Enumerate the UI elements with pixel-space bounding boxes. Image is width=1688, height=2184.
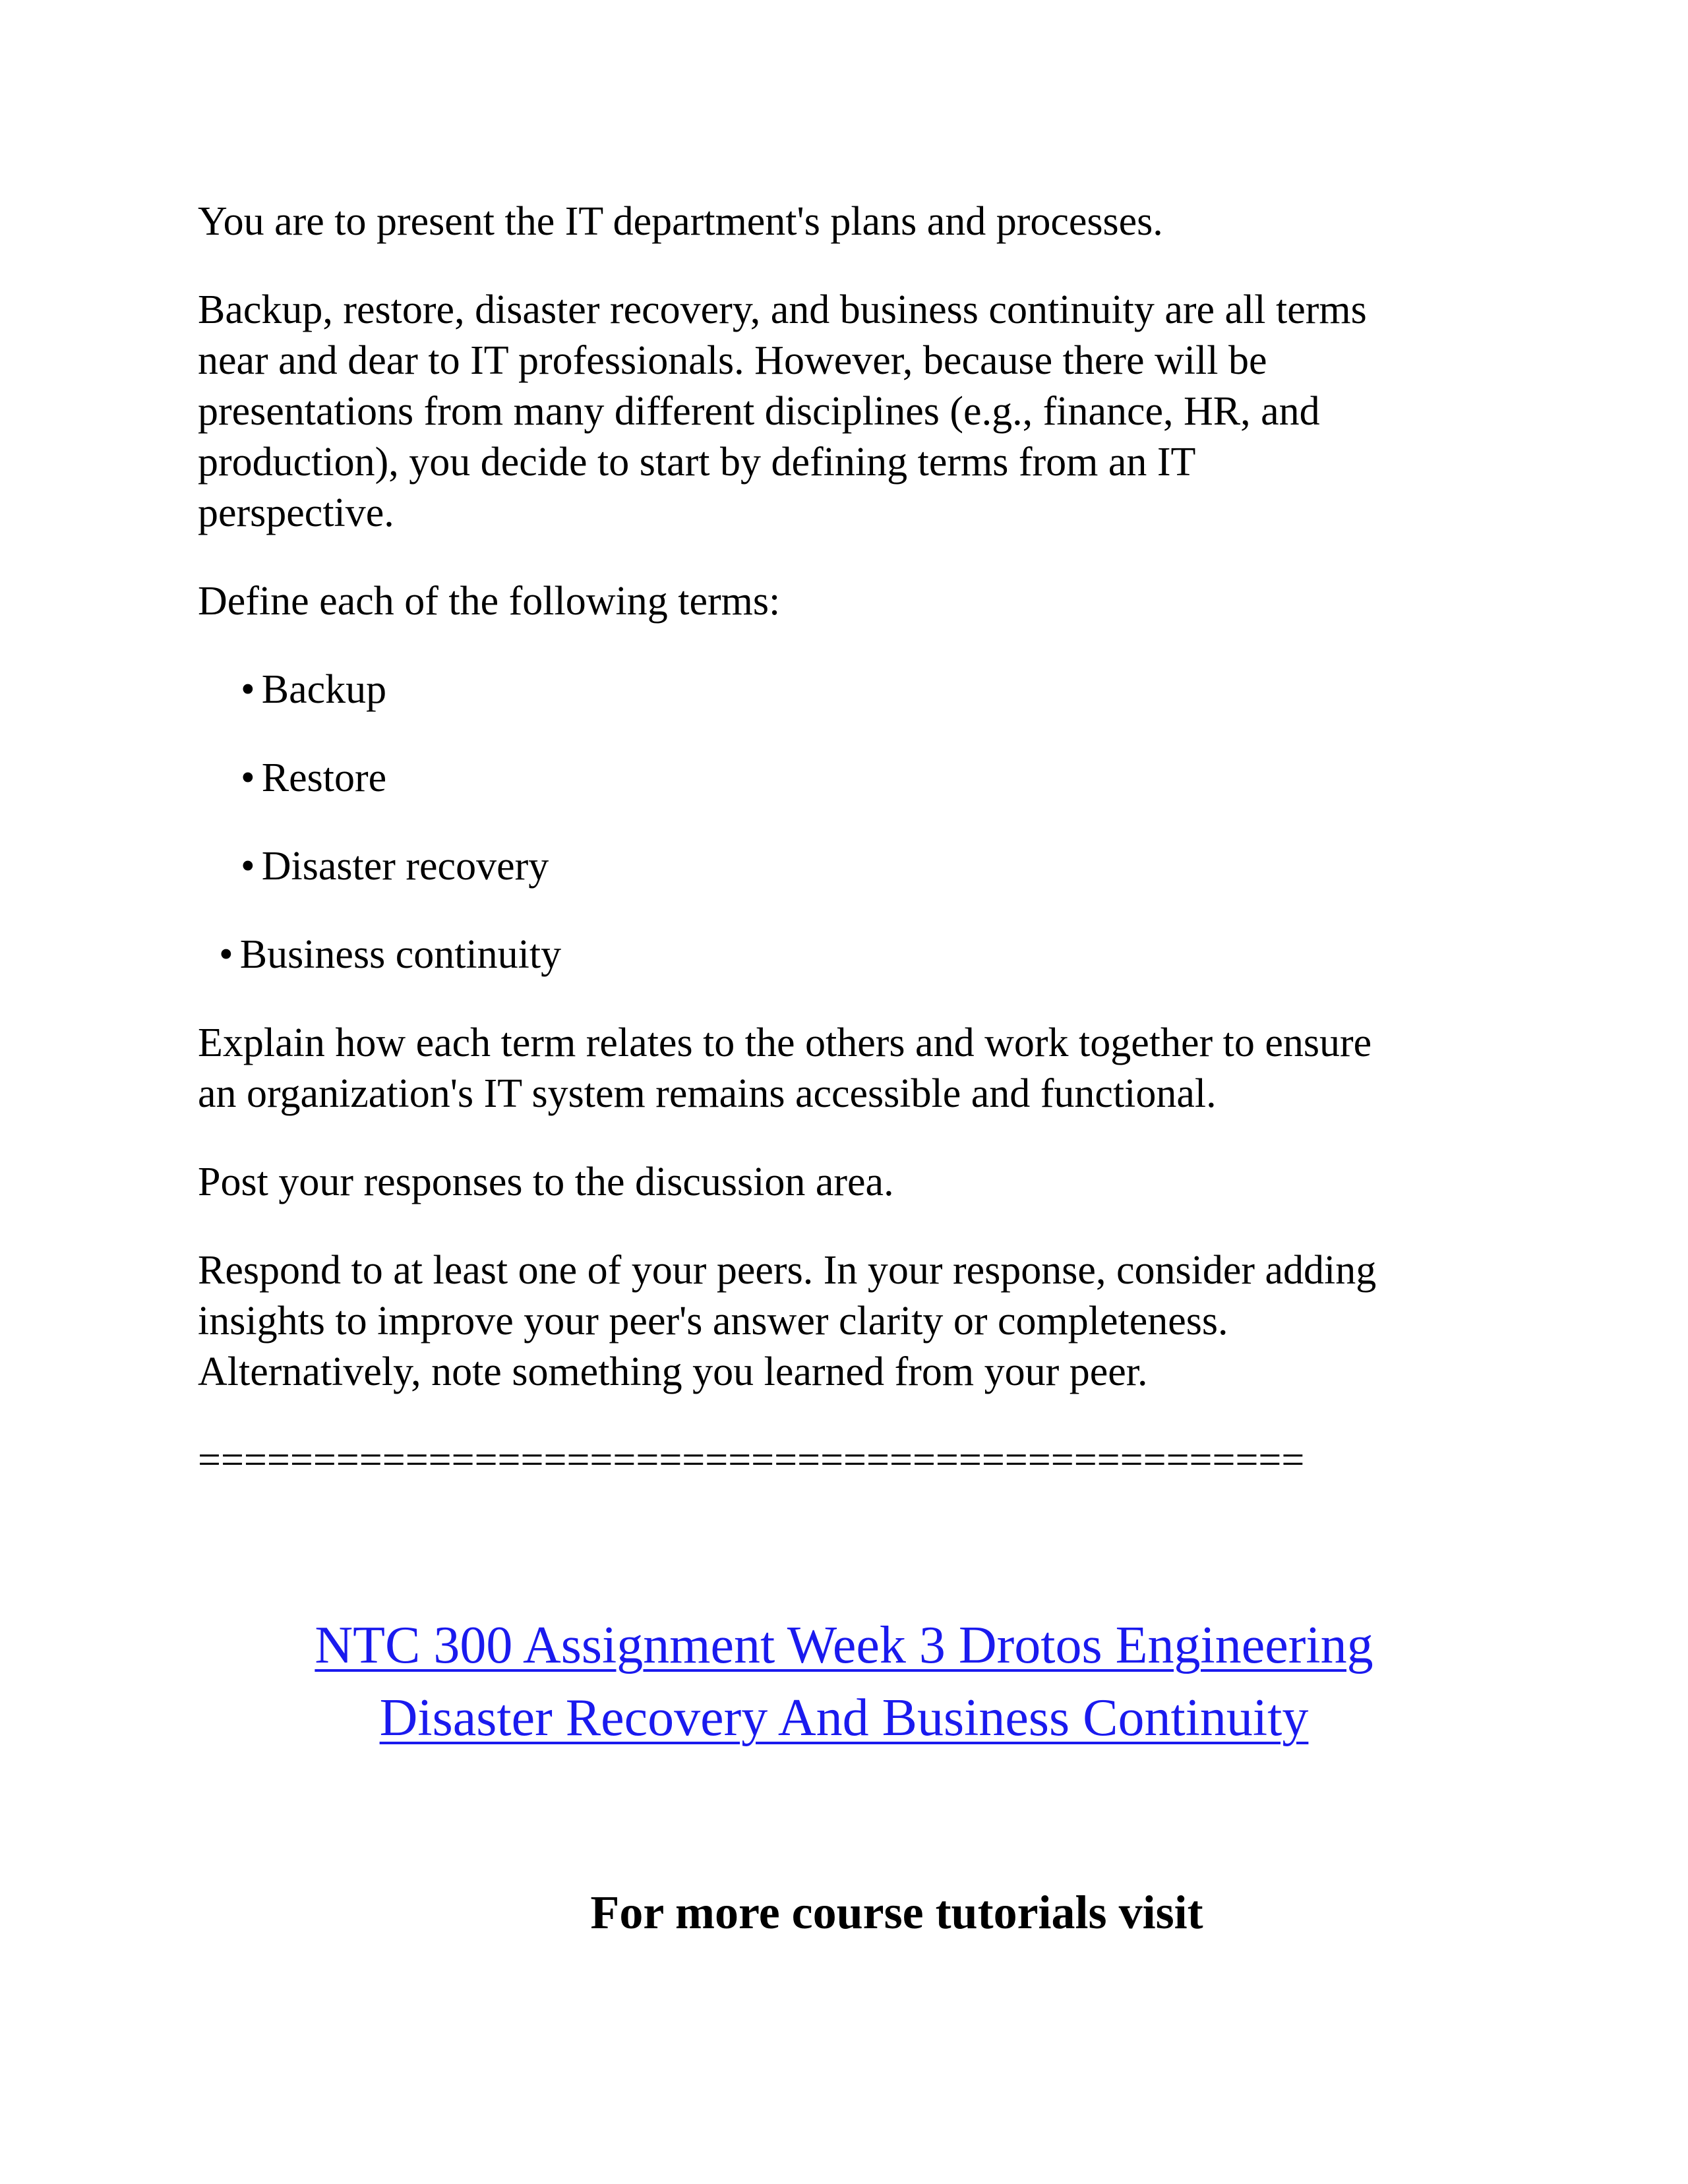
explain-paragraph: Explain how each term relates to the others and work together to ensure an organization's IT system remains accessible and functional. (198, 1020, 1372, 1116)
list-item (241, 664, 386, 715)
term-business-continuity: Business continuity (239, 932, 562, 977)
footer-text: For more course tutorials visit (590, 1886, 1203, 1939)
term-backup: Backup (261, 667, 387, 712)
assignment-link[interactable]: Disaster Recovery And Business Continuity (379, 1689, 1309, 1747)
respond-paragraph: Respond to at least one of your peers. In your response, consider adding insights to improve your peer's answer clarity or completeness. Alternatively, note something you learned from your peer. (198, 1248, 1377, 1394)
list-item (219, 930, 561, 980)
bullet-icon: • (219, 932, 233, 977)
define-prompt: Define each of the following terms: (198, 579, 781, 624)
term-disaster-recovery: Disaster recovery (261, 844, 549, 889)
intro-paragraph: You are to present the IT department's plans and processes. (198, 199, 1163, 244)
separator-line: ================================================ (198, 1438, 1305, 1483)
post-paragraph: Post your responses to the discussion area. (198, 1160, 894, 1204)
bullet-icon: • (241, 844, 255, 889)
assignment-link-line-2[interactable] (0, 1682, 1688, 1754)
assignment-link[interactable]: NTC 300 Assignment Week 3 Drotos Engineering (315, 1616, 1373, 1674)
list-item (241, 841, 549, 892)
list-item (241, 753, 386, 804)
term-restore: Restore (261, 755, 387, 800)
assignment-link-line-1[interactable] (0, 1609, 1688, 1682)
bullet-icon: • (241, 755, 255, 800)
context-paragraph: Backup, restore, disaster recovery, and business continuity are all terms near and dear to IT professionals. However, because there will be presentations from many different disciplines (e.g., finance, HR, and production), you decide to start by defining terms from an IT perspective. (198, 287, 1367, 535)
bullet-icon: • (241, 667, 255, 712)
